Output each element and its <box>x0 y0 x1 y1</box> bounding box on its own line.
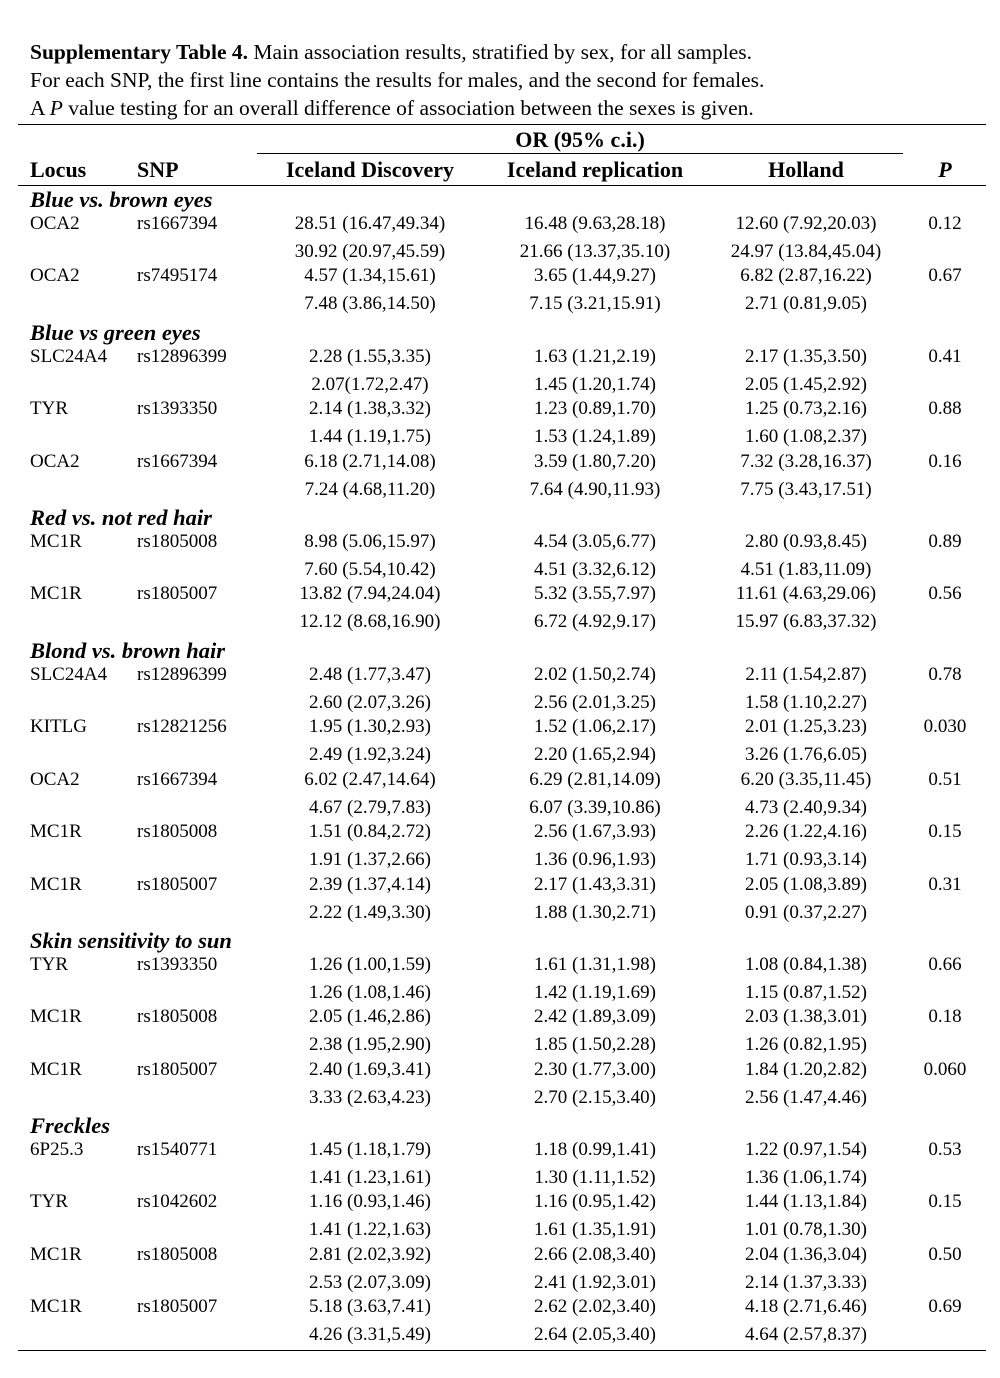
female-or-holland: 7.75 (3.43,17.51) <box>740 478 872 500</box>
male-or-iceland-replication: 1.61 (1.31,1.98) <box>534 954 656 975</box>
female-or-iceland-discovery: 1.41 (1.22,1.63) <box>309 1219 431 1241</box>
p-value-cell: 0.56 <box>928 583 962 605</box>
locus-cell: SLC24A4 <box>30 346 108 367</box>
male-or-iceland-replication: 1.63 (1.21,2.19) <box>534 346 656 367</box>
female-or-iceland-discovery: 30.92 (20.97,45.59) <box>294 241 446 262</box>
female-or-iceland-discovery: 2.22 (1.49,3.30) <box>309 901 431 923</box>
male-or-holland: 2.05 (1.08,3.89) <box>745 873 867 895</box>
male-or-holland: 12.60 (7.92,20.03) <box>735 213 877 234</box>
male-or-iceland-discovery: 2.48 (1.77,3.47) <box>309 664 431 685</box>
female-or-iceland-replication: 2.56 (2.01,3.25) <box>534 692 656 713</box>
female-or-iceland-discovery: 2.07(1.72,2.47) <box>311 374 429 395</box>
locus-cell: TYR <box>30 398 68 420</box>
section-title: Freckles <box>30 1113 110 1138</box>
female-or-iceland-replication: 1.85 (1.50,2.28) <box>534 1034 656 1056</box>
female-or-iceland-discovery: 3.33 (2.63,4.23) <box>309 1086 431 1108</box>
locus-cell: 6P25.3 <box>30 1139 84 1160</box>
male-or-holland: 1.44 (1.13,1.84) <box>745 1191 867 1213</box>
male-or-iceland-replication: 1.52 (1.06,2.17) <box>534 716 656 738</box>
female-or-holland: 24.97 (13.84,45.04) <box>730 241 882 262</box>
female-or-iceland-replication: 4.51 (3.32,6.12) <box>534 559 656 580</box>
snp-cell: rs1805008 <box>137 1243 218 1265</box>
male-or-iceland-discovery: 2.40 (1.69,3.41) <box>309 1058 431 1080</box>
female-or-holland: 2.56 (1.47,4.46) <box>745 1086 867 1108</box>
male-or-holland: 2.01 (1.25,3.23) <box>745 716 867 738</box>
snp-cell: rs1805007 <box>137 1058 218 1080</box>
female-or-iceland-replication: 1.61 (1.35,1.91) <box>534 1219 656 1241</box>
female-or-iceland-replication: 1.30 (1.11,1.52) <box>534 1167 656 1188</box>
female-or-holland: 1.60 (1.08,2.37) <box>745 426 867 448</box>
p-value-cell: 0.31 <box>928 873 962 895</box>
p-value-cell: 0.18 <box>928 1006 962 1028</box>
locus-cell: MC1R <box>30 1006 82 1028</box>
male-or-iceland-replication: 1.16 (0.95,1.42) <box>534 1191 656 1213</box>
female-or-holland: 2.14 (1.37,3.33) <box>745 1271 867 1293</box>
header-iceland-discovery: Iceland Discovery <box>285 157 455 182</box>
female-or-holland: 2.71 (0.81,9.05) <box>745 293 867 315</box>
locus-cell: OCA2 <box>30 768 80 790</box>
caption-line-1 <box>30 38 990 66</box>
male-or-iceland-replication: 2.56 (1.67,3.93) <box>534 821 656 843</box>
p-value-cell: 0.12 <box>928 213 962 234</box>
female-or-iceland-discovery: 1.44 (1.19,1.75) <box>309 426 431 448</box>
locus-cell: MC1R <box>30 1058 82 1080</box>
male-or-iceland-discovery: 1.26 (1.00,1.59) <box>309 954 431 975</box>
p-value-cell: 0.89 <box>928 531 962 552</box>
female-or-holland: 1.71 (0.93,3.14) <box>745 849 867 871</box>
male-or-holland: 11.61 (4.63,29.06) <box>735 583 877 605</box>
male-or-iceland-discovery: 6.02 (2.47,14.64) <box>304 768 436 790</box>
male-or-iceland-discovery: 1.95 (1.30,2.93) <box>309 716 431 738</box>
female-or-holland: 0.91 (0.37,2.27) <box>745 901 867 923</box>
female-or-iceland-replication: 7.64 (4.90,11.93) <box>529 478 661 500</box>
female-or-holland: 1.15 (0.87,1.52) <box>745 982 867 1003</box>
snp-cell: rs12821256 <box>137 716 227 738</box>
locus-cell: MC1R <box>30 1243 82 1265</box>
caption-line-3-pre: A <box>30 96 50 120</box>
male-or-iceland-discovery: 13.82 (7.94,24.04) <box>299 583 441 605</box>
snp-cell: rs1667394 <box>137 450 218 472</box>
locus-cell: OCA2 <box>30 450 80 472</box>
p-value-cell: 0.15 <box>928 821 962 843</box>
female-or-iceland-discovery: 7.24 (4.68,11.20) <box>304 478 436 500</box>
locus-cell: SLC24A4 <box>30 664 108 685</box>
male-or-holland: 1.22 (0.97,1.54) <box>745 1139 867 1160</box>
male-or-iceland-replication: 3.65 (1.44,9.27) <box>534 265 656 287</box>
male-or-holland: 1.84 (1.20,2.82) <box>745 1058 867 1080</box>
male-or-holland: 2.17 (1.35,3.50) <box>745 346 867 367</box>
male-or-holland: 1.08 (0.84,1.38) <box>745 954 867 975</box>
male-or-holland: 2.80 (0.93,8.45) <box>745 531 867 552</box>
female-or-iceland-replication: 6.07 (3.39,10.86) <box>529 796 661 818</box>
locus-cell: MC1R <box>30 583 82 605</box>
female-or-iceland-discovery: 2.60 (2.07,3.26) <box>309 692 431 713</box>
caption-line-3 <box>30 94 990 122</box>
caption-label: Supplementary Table 4. <box>30 40 249 64</box>
male-or-iceland-replication: 2.02 (1.50,2.74) <box>534 664 656 685</box>
female-or-holland: 4.51 (1.83,11.09) <box>740 559 872 580</box>
header-holland: Holland <box>768 157 844 182</box>
section-title: Blue vs. brown eyes <box>30 187 213 212</box>
male-or-iceland-replication: 5.32 (3.55,7.97) <box>534 583 656 605</box>
snp-cell: rs1667394 <box>137 768 218 790</box>
female-or-iceland-discovery: 7.48 (3.86,14.50) <box>304 293 436 315</box>
snp-cell: rs1805007 <box>137 583 218 605</box>
female-or-holland: 1.26 (0.82,1.95) <box>745 1034 867 1056</box>
male-or-iceland-discovery: 5.18 (3.63,7.41) <box>309 1296 431 1318</box>
female-or-iceland-replication: 1.53 (1.24,1.89) <box>534 426 656 448</box>
p-value-cell: 0.060 <box>923 1058 967 1080</box>
female-or-holland: 4.73 (2.40,9.34) <box>745 796 867 818</box>
male-or-iceland-replication: 2.66 (2.08,3.40) <box>534 1243 656 1265</box>
male-or-iceland-discovery: 1.51 (0.84,2.72) <box>309 821 431 843</box>
male-or-iceland-discovery: 2.81 (2.02,3.92) <box>309 1243 431 1265</box>
male-or-holland: 1.25 (0.73,2.16) <box>745 398 867 420</box>
female-or-holland: 2.05 (1.45,2.92) <box>745 374 867 395</box>
snp-cell: rs1805008 <box>137 821 218 843</box>
male-or-iceland-replication: 16.48 (9.63,28.18) <box>524 213 666 234</box>
caption-line-2: For each SNP, the first line contains the results for males, and the second for females. <box>30 68 765 92</box>
p-value-cell: 0.67 <box>928 265 962 287</box>
male-or-iceland-replication: 6.29 (2.81,14.09) <box>529 768 661 790</box>
female-or-iceland-replication: 1.42 (1.19,1.69) <box>534 982 656 1003</box>
female-or-holland: 1.01 (0.78,1.30) <box>745 1219 867 1241</box>
locus-cell: OCA2 <box>30 213 80 234</box>
snp-cell: rs1805007 <box>137 873 218 895</box>
p-value-cell: 0.78 <box>928 664 962 685</box>
p-value-cell: 0.030 <box>923 716 967 738</box>
female-or-iceland-discovery: 12.12 (8.68,16.90) <box>299 611 441 633</box>
header-locus: Locus <box>30 157 87 182</box>
locus-cell: TYR <box>30 954 68 975</box>
header-snp: SNP <box>137 157 179 182</box>
header-iceland-replication: Iceland replication <box>506 157 684 182</box>
female-or-iceland-discovery: 1.26 (1.08,1.46) <box>309 982 431 1003</box>
male-or-iceland-discovery: 28.51 (16.47,49.34) <box>294 213 446 234</box>
header-group-rule <box>257 153 903 154</box>
male-or-iceland-discovery: 2.14 (1.38,3.32) <box>309 398 431 420</box>
snp-cell: rs1393350 <box>137 954 218 975</box>
female-or-iceland-replication: 2.41 (1.92,3.01) <box>534 1271 656 1293</box>
snp-cell: rs12896399 <box>137 664 227 685</box>
male-or-holland: 2.03 (1.38,3.01) <box>745 1006 867 1028</box>
male-or-holland: 7.32 (3.28,16.37) <box>740 450 872 472</box>
male-or-iceland-discovery: 1.16 (0.93,1.46) <box>309 1191 431 1213</box>
locus-cell: OCA2 <box>30 265 80 287</box>
p-value-cell: 0.53 <box>928 1139 962 1160</box>
male-or-iceland-discovery: 6.18 (2.71,14.08) <box>304 450 436 472</box>
caption-p-symbol: P <box>49 96 63 120</box>
male-or-iceland-replication: 2.42 (1.89,3.09) <box>534 1006 656 1028</box>
header-rule <box>18 185 986 186</box>
snp-cell: rs1540771 <box>137 1139 218 1160</box>
female-or-iceland-discovery: 2.49 (1.92,3.24) <box>309 744 431 766</box>
female-or-iceland-discovery: 4.67 (2.79,7.83) <box>309 796 431 818</box>
section-title: Skin sensitivity to sun <box>30 928 232 953</box>
p-value-cell: 0.41 <box>928 346 962 367</box>
female-or-holland: 3.26 (1.76,6.05) <box>745 744 867 766</box>
snp-cell: rs12896399 <box>137 346 227 367</box>
female-or-iceland-discovery: 1.91 (1.37,2.66) <box>309 849 431 871</box>
top-rule <box>18 124 986 125</box>
female-or-holland: 1.36 (1.06,1.74) <box>745 1167 867 1188</box>
locus-cell: MC1R <box>30 873 82 895</box>
snp-cell: rs1667394 <box>137 213 218 234</box>
snp-cell: rs7495174 <box>137 265 218 287</box>
snp-cell: rs1805008 <box>137 531 218 552</box>
header-or-group: OR (95% c.i.) <box>515 127 645 152</box>
section-title: Blue vs green eyes <box>30 320 201 345</box>
male-or-iceland-discovery: 2.28 (1.55,3.35) <box>309 346 431 367</box>
female-or-iceland-replication: 1.36 (0.96,1.93) <box>534 849 656 871</box>
male-or-holland: 4.18 (2.71,6.46) <box>745 1296 867 1318</box>
table-caption <box>30 38 990 122</box>
bottom-rule <box>18 1350 986 1351</box>
p-value-cell: 0.66 <box>928 954 962 975</box>
female-or-holland: 15.97 (6.83,37.32) <box>735 611 877 633</box>
male-or-iceland-replication: 4.54 (3.05,6.77) <box>534 531 656 552</box>
male-or-holland: 2.26 (1.22,4.16) <box>745 821 867 843</box>
p-value-cell: 0.69 <box>928 1296 962 1318</box>
male-or-iceland-replication: 2.30 (1.77,3.00) <box>534 1058 656 1080</box>
male-or-iceland-discovery: 1.45 (1.18,1.79) <box>309 1139 431 1160</box>
female-or-iceland-discovery: 2.38 (1.95,2.90) <box>309 1034 431 1056</box>
locus-cell: MC1R <box>30 821 82 843</box>
female-or-iceland-replication: 7.15 (3.21,15.91) <box>529 293 661 315</box>
male-or-holland: 6.82 (2.87,16.22) <box>740 265 872 287</box>
caption-line-1-text: Main association results, stratified by sex, for all samples. <box>248 40 752 64</box>
female-or-iceland-discovery: 4.26 (3.31,5.49) <box>309 1324 431 1346</box>
male-or-holland: 6.20 (3.35,11.45) <box>740 768 872 790</box>
section-title: Blond vs. brown hair <box>30 638 226 663</box>
male-or-iceland-discovery: 4.57 (1.34,15.61) <box>304 265 436 287</box>
female-or-iceland-discovery: 1.41 (1.23,1.61) <box>309 1167 431 1188</box>
locus-cell: TYR <box>30 1191 68 1213</box>
female-or-iceland-replication: 1.88 (1.30,2.71) <box>534 901 656 923</box>
male-or-iceland-replication: 1.18 (0.99,1.41) <box>534 1139 656 1160</box>
p-value-cell: 0.51 <box>928 768 962 790</box>
male-or-holland: 2.04 (1.36,3.04) <box>745 1243 867 1265</box>
female-or-iceland-replication: 6.72 (4.92,9.17) <box>534 611 656 633</box>
locus-cell: KITLG <box>30 716 87 738</box>
snp-cell: rs1805007 <box>137 1296 218 1318</box>
male-or-iceland-replication: 1.23 (0.89,1.70) <box>534 398 656 420</box>
locus-cell: MC1R <box>30 1296 82 1318</box>
male-or-iceland-replication: 3.59 (1.80,7.20) <box>534 450 656 472</box>
female-or-iceland-discovery: 7.60 (5.54,10.42) <box>304 559 436 580</box>
snp-cell: rs1805008 <box>137 1006 218 1028</box>
male-or-iceland-replication: 2.62 (2.02,3.40) <box>534 1296 656 1318</box>
p-value-cell: 0.15 <box>928 1191 962 1213</box>
male-or-holland: 2.11 (1.54,2.87) <box>745 664 867 685</box>
snp-cell: rs1042602 <box>137 1191 218 1213</box>
snp-cell: rs1393350 <box>137 398 218 420</box>
section-title: Red vs. not red hair <box>30 505 212 530</box>
female-or-iceland-replication: 1.45 (1.20,1.74) <box>534 374 656 395</box>
female-or-iceland-replication: 2.64 (2.05,3.40) <box>534 1324 656 1346</box>
male-or-iceland-discovery: 8.98 (5.06,15.97) <box>304 531 436 552</box>
female-or-iceland-replication: 2.20 (1.65,2.94) <box>534 744 656 766</box>
caption-line-3-post: value testing for an overall difference of association between the sexes is given. <box>62 96 754 120</box>
p-value-cell: 0.88 <box>928 398 962 420</box>
header-p: P <box>938 157 952 182</box>
female-or-iceland-replication: 2.70 (2.15,3.40) <box>534 1086 656 1108</box>
male-or-iceland-discovery: 2.05 (1.46,2.86) <box>309 1006 431 1028</box>
female-or-iceland-discovery: 2.53 (2.07,3.09) <box>309 1271 431 1293</box>
female-or-iceland-replication: 21.66 (13.37,35.10) <box>519 241 671 262</box>
locus-cell: MC1R <box>30 531 82 552</box>
female-or-holland: 1.58 (1.10,2.27) <box>745 692 867 713</box>
female-or-holland: 4.64 (2.57,8.37) <box>745 1324 867 1346</box>
male-or-iceland-replication: 2.17 (1.43,3.31) <box>534 873 656 895</box>
p-value-cell: 0.50 <box>928 1243 962 1265</box>
male-or-iceland-discovery: 2.39 (1.37,4.14) <box>309 873 431 895</box>
p-value-cell: 0.16 <box>928 450 962 472</box>
